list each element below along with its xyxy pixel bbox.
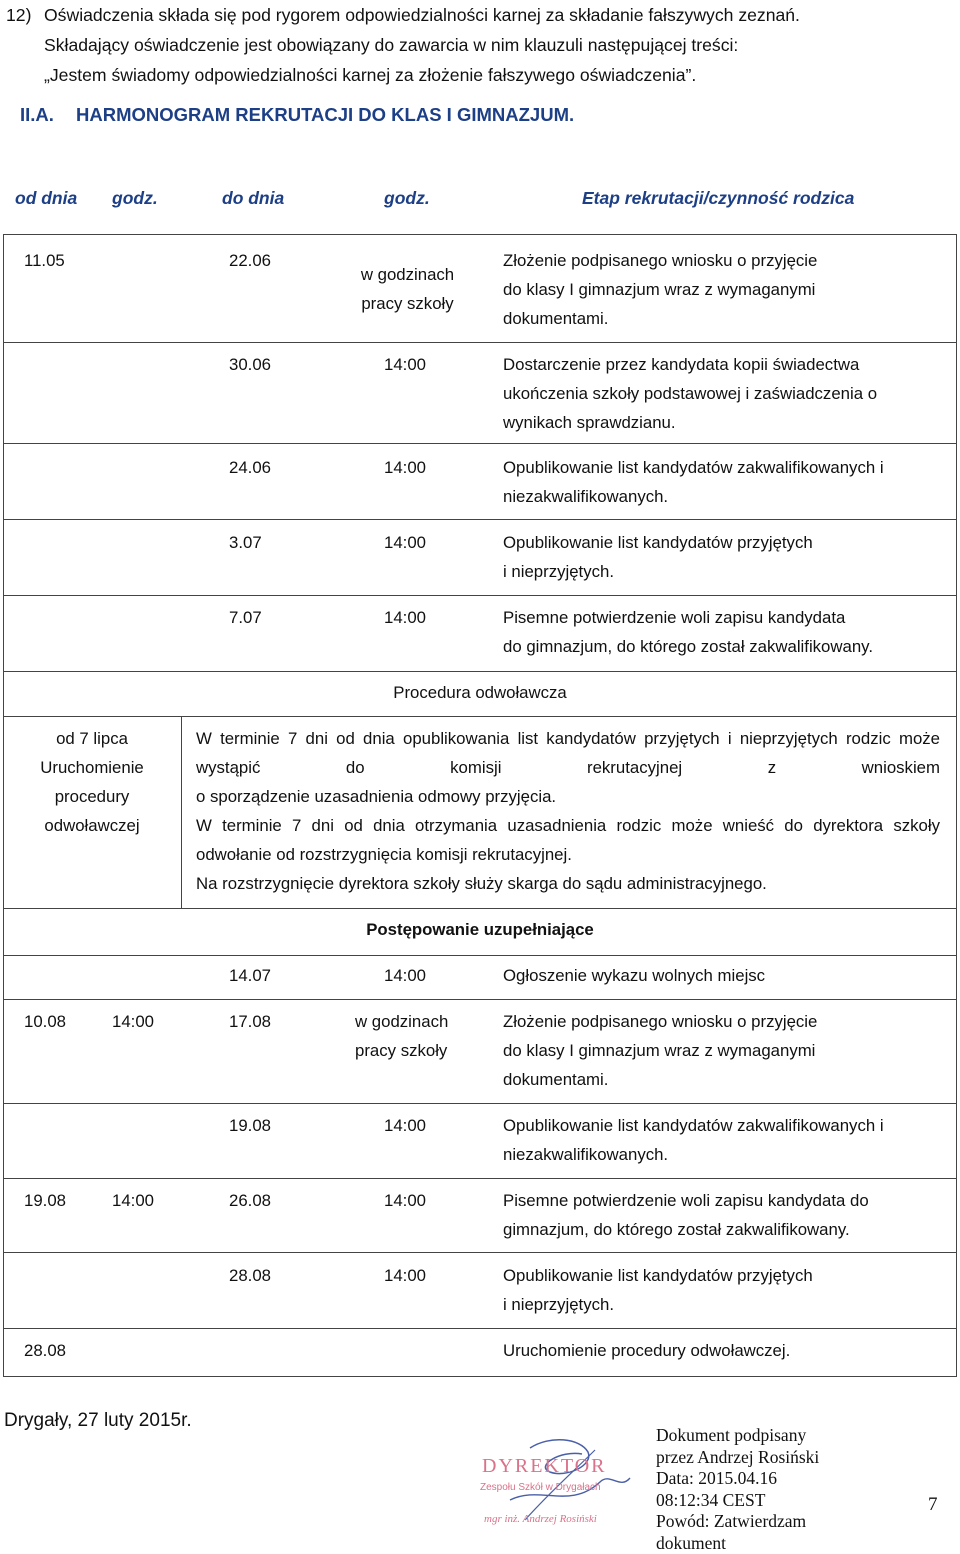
supp4-to-time: 14:00 [384,1191,426,1210]
row-divider [3,1328,957,1329]
paragraph-number: 12) [6,5,32,25]
row4-to-time: 14:00 [384,533,426,552]
header-stage: Etap rekrutacji/czynność rodzica [582,188,855,208]
header-to-date: do dnia [222,188,285,208]
row1-to-time: w godzinach pracy szkoły [360,265,455,313]
row3-to-date: 24.06 [229,458,271,477]
appeal-text-2: o sporządzenie uzasadnienia odmowy przyjęcia. [196,787,557,806]
supp4-to-date: 26.08 [229,1191,271,1210]
header-to-time: godz. [384,188,430,208]
supp6-from-date: 28.08 [24,1341,66,1360]
intro-line-1: Oświadczenia składa się pod rygorem odpowiedzialności karnej za składanie fałszywych zeznań. [44,5,800,25]
supp4-stage: Pisemne potwierdzenie woli zapisu kandydata do gimnazjum, do którego został zakwalifikowany. [503,1191,869,1239]
appeal-heading: Procedura odwoławcza [393,683,567,702]
supplementary-heading: Postępowanie uzupełniające [366,920,594,939]
appeal-left-label: od 7 lipca Uruchomienie procedury odwoławczej [40,729,144,835]
page-number: 7 [928,1494,938,1515]
row-divider [3,908,957,909]
row1-to-date: 22.06 [229,251,271,270]
supp3-stage: Opublikowanie list kandydatów zakwalifikowanych i niezakwalifikowanych. [503,1116,884,1164]
stamp-title: DYREKTOR [482,1455,607,1477]
row2-to-time: 14:00 [384,355,426,374]
supp3-to-date: 19.08 [229,1116,271,1135]
row-divider [3,671,957,672]
row-divider [3,955,957,956]
row1-stage: Złożenie podpisanego wniosku o przyjęcie do klasy I gimnazjum wraz z wymaganymi dokumentami. [503,251,818,328]
place-date: Drygały, 27 luty 2015r. [4,1410,192,1431]
row-divider [3,999,957,1000]
row4-stage: Opublikowanie list kandydatów przyjętych i nieprzyjętych. [503,533,813,581]
row3-stage: Opublikowanie list kandydatów zakwalifikowanych i niezakwalifikowanych. [503,458,884,506]
supp2-from-date: 10.08 [24,1012,66,1031]
row-divider [3,1103,957,1104]
supp1-to-date: 14.07 [229,966,271,985]
digital-signature-block: Dokument podpisany przez Andrzej Rosiński Data: 2015.04.16 08:12:34 CEST Powód: Zatwierdzam dokument [656,1425,820,1553]
row-divider [3,519,957,520]
stamp-subtitle: Zespołu Szkół w Drygałach [480,1482,601,1493]
supp1-stage: Ogłoszenie wykazu wolnych miejsc [503,966,766,985]
table-rule [3,234,957,235]
director-stamp-signature [470,1430,650,1530]
row3-to-time: 14:00 [384,458,426,477]
appeal-text-1: W terminie 7 dni od dnia opublikowania list kandydatów przyjętych i nieprzyjętych rodzic może wystąpić do komisji rekrutacyjnej z wnioskiem [196,729,940,777]
header-from-date: od dnia [15,188,78,208]
supp3-to-time: 14:00 [384,1116,426,1135]
row-divider [3,443,957,444]
row-divider [3,716,957,717]
section-code: II.A. [20,104,54,125]
supp2-to-date: 17.08 [229,1012,271,1031]
supp6-stage: Uruchomienie procedury odwoławczej. [503,1341,791,1360]
intro-line-3: „Jestem świadomy odpowiedzialności karnej za złożenie fałszywego oświadczenia”. [44,65,697,85]
appeal-text-3: W terminie 7 dni od dnia otrzymania uzasadnienia rodzic może wnieść do dyrektora szkoły odwołanie od rozstrzygnięcia komisji rekrutacyjnej. [196,816,940,864]
row2-stage: Dostarczenie przez kandydata kopii świadectwa ukończenia szkoły podstawowej i zaświadczenia o wynikach sprawdzianu. [503,355,878,432]
supp1-to-time: 14:00 [384,966,426,985]
supp5-stage: Opublikowanie list kandydatów przyjętych i nieprzyjętych. [503,1266,813,1314]
supp2-stage: Złożenie podpisanego wniosku o przyjęcie do klasy I gimnazjum wraz z wymaganymi dokumentami. [503,1012,818,1089]
intro-line-2: Składający oświadczenie jest obowiązany do zawarcia w nim klauzuli następującej treści: [44,35,739,55]
row-divider [3,1178,957,1179]
row5-to-date: 7.07 [229,608,262,627]
supp2-from-time: 14:00 [112,1012,154,1031]
supp5-to-date: 28.08 [229,1266,271,1285]
table-right-border [956,234,957,1377]
supp5-to-time: 14:00 [384,1266,426,1285]
row5-stage: Pisemne potwierdzenie woli zapisu kandydata do gimnazjum, do którego został zakwalifikowany. [503,608,873,656]
intro-paragraph [6,0,951,90]
row-divider [3,1252,957,1253]
header-from-time: godz. [112,188,158,208]
supp4-from-time: 14:00 [112,1191,154,1210]
supp4-from-date: 19.08 [24,1191,66,1210]
appeal-text-4: Na rozstrzygnięcie dyrektora szkoły służy skarga do sądu administracyjnego. [196,874,767,893]
row5-to-time: 14:00 [384,608,426,627]
stamp-signature-text: mgr inż. Andrzej Rosiński [484,1513,597,1525]
row1-from-date: 11.05 [24,251,65,270]
table-bottom-border [3,1376,957,1377]
section-heading [20,104,574,126]
row4-to-date: 3.07 [229,533,262,552]
appeal-column-divider [181,716,182,908]
row-divider [3,595,957,596]
row-divider [3,342,957,343]
supp2-to-time: w godzinach pracy szkoły [355,1012,449,1060]
row2-to-date: 30.06 [229,355,271,374]
section-title: HARMONOGRAM REKRUTACJI DO KLAS I GIMNAZJUM. [76,104,575,125]
